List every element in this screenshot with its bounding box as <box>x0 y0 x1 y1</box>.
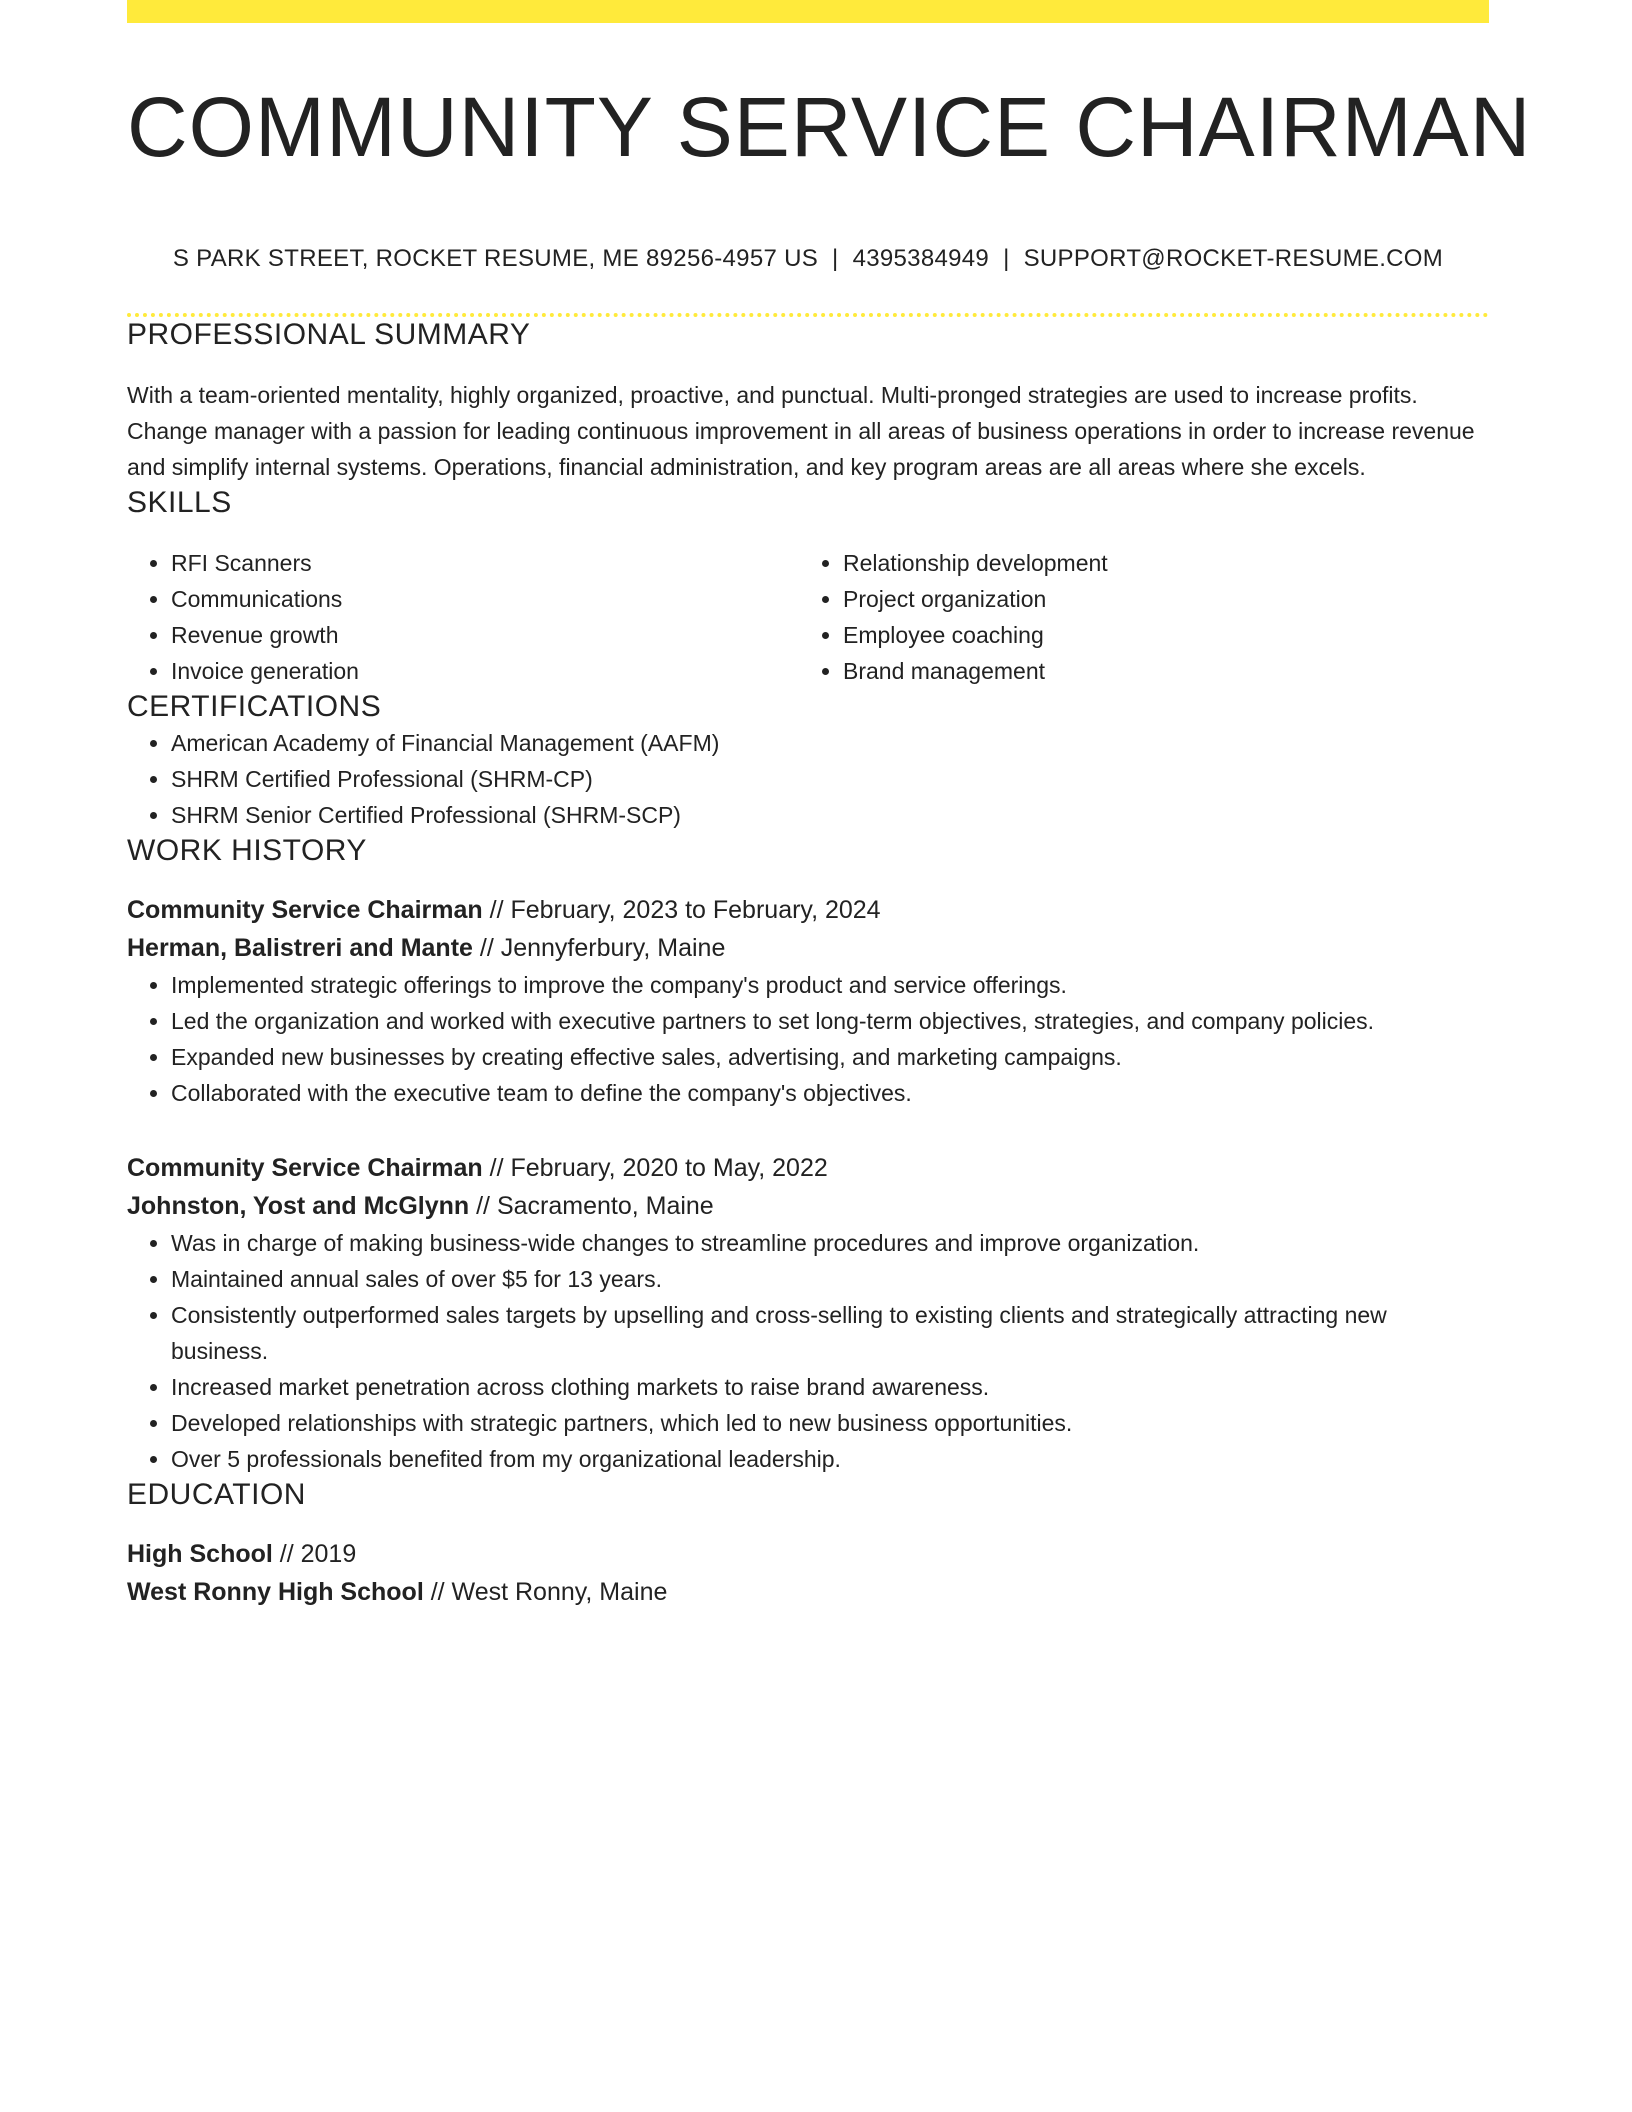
job-dates: // February, 2023 to February, 2024 <box>482 896 881 924</box>
job-location: // Jennyferbury, Maine <box>472 934 726 962</box>
job-bullet: • Implemented strategic offerings to improve the company's product and service offerings. <box>171 967 1489 1003</box>
skill-item: • Invoice generation <box>171 653 799 689</box>
job-bullet: • Consistently outperformed sales targets by upselling and cross-selling to existing clients and strategically attracting new business. <box>171 1297 1489 1369</box>
job-company-line <box>127 929 1489 967</box>
contact-separator: | <box>1003 245 1010 272</box>
skills-list-left <box>127 545 799 689</box>
job-bullet: • Expanded new businesses by creating effective sales, advertising, and marketing campaigns. <box>171 1039 1489 1075</box>
skill-item: • Brand management <box>843 653 1471 689</box>
skill-item: • Communications <box>171 581 799 617</box>
job-company-line <box>127 1187 1489 1225</box>
certification-item: • SHRM Certified Professional (SHRM-CP) <box>171 761 1489 797</box>
summary-text: With a team-oriented mentality, highly organized, proactive, and punctual. Multi-pronged strategies are used to increase profits. Change manager with a passion for leading continuous improvement in all areas of business operations in order to increase revenue and simplify internal systems. Operations, financial administration, and key program areas are all areas where she excels. <box>127 382 1475 480</box>
skills-list-right <box>799 545 1471 689</box>
job-bullet: • Developed relationships with strategic partners, which led to new business opportunities. <box>171 1405 1489 1441</box>
education-degree: High School <box>127 1540 273 1568</box>
skills-grid <box>127 545 1489 689</box>
skill-item: • RFI Scanners <box>171 545 799 581</box>
certification-item: • American Academy of Financial Management (AAFM) <box>171 725 1489 761</box>
contact-separator: | <box>832 245 839 272</box>
certification-item: • SHRM Senior Certified Professional (SHRM-SCP) <box>171 797 1489 833</box>
skill-item: • Relationship development <box>843 545 1471 581</box>
education-year: // 2019 <box>272 1540 357 1568</box>
email-text: SUPPORT@ROCKET-RESUME.COM <box>1023 245 1444 272</box>
skills-heading: SKILLS <box>127 486 232 519</box>
job-role-line <box>127 891 1489 929</box>
skill-item: • Employee coaching <box>843 617 1471 653</box>
job-role-line <box>127 1149 1489 1187</box>
education-entry <box>127 1535 1489 1611</box>
job-bullets <box>127 1225 1489 1477</box>
job-entry <box>127 891 1489 1111</box>
job-location: // Sacramento, Maine <box>469 1192 714 1220</box>
job-role: Community Service Chairman <box>127 1154 483 1182</box>
job-role: Community Service Chairman <box>127 896 483 924</box>
education-school-line <box>127 1573 1489 1611</box>
resume-name-title: COMMUNITY SERVICE CHAIRMAN <box>127 80 1532 174</box>
certifications-list <box>127 725 1489 833</box>
job-dates: // February, 2020 to May, 2022 <box>482 1154 828 1182</box>
job-entry <box>127 1149 1489 1477</box>
job-bullet: • Over 5 professionals benefited from my organizational leadership. <box>171 1441 1489 1477</box>
job-bullet: • Was in charge of making business-wide changes to streamline procedures and improve organization. <box>171 1225 1489 1261</box>
education-location: // West Ronny, Maine <box>423 1578 668 1606</box>
accent-top-bar <box>127 0 1489 23</box>
job-bullet: • Led the organization and worked with executive partners to set long-term objectives, strategies, and company policies. <box>171 1003 1489 1039</box>
job-company: Herman, Balistreri and Mante <box>127 934 473 962</box>
skill-item: • Project organization <box>843 581 1471 617</box>
certifications-heading: CERTIFICATIONS <box>127 690 382 723</box>
summary-heading: PROFESSIONAL SUMMARY <box>127 318 531 351</box>
job-bullet: • Collaborated with the executive team to define the company's objectives. <box>171 1075 1489 1111</box>
work-history-heading: WORK HISTORY <box>127 834 367 867</box>
education-degree-line <box>127 1535 1489 1573</box>
education-school: West Ronny High School <box>127 1578 424 1606</box>
job-bullets <box>127 967 1489 1111</box>
job-company: Johnston, Yost and McGlynn <box>127 1192 470 1220</box>
phone-text: 4395384949 <box>852 245 990 272</box>
contact-line <box>127 245 1489 273</box>
job-bullet: • Increased market penetration across clothing markets to raise brand awareness. <box>171 1369 1489 1405</box>
resume-page <box>127 0 1532 1611</box>
address-text: S PARK STREET, ROCKET RESUME, ME 89256-4957 US <box>172 245 819 272</box>
job-bullet: • Maintained annual sales of over $5 for 13 years. <box>171 1261 1489 1297</box>
skill-item: • Revenue growth <box>171 617 799 653</box>
education-heading: EDUCATION <box>127 1478 306 1511</box>
